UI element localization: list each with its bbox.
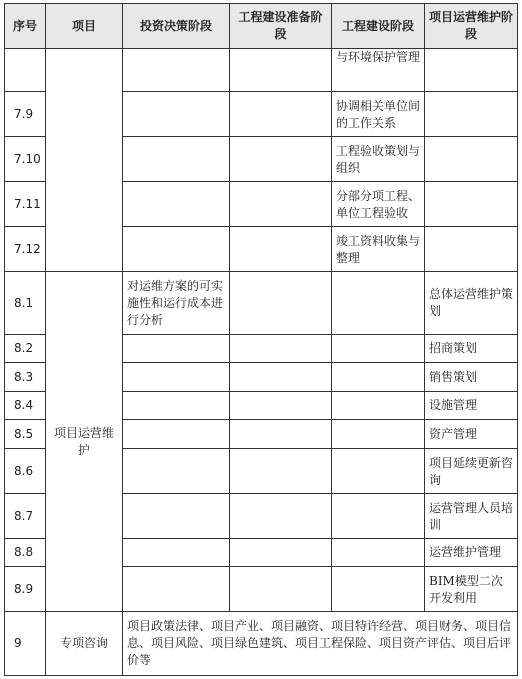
- build-cell: [332, 392, 425, 420]
- header-project: 项目: [46, 4, 123, 49]
- build-cell: [332, 539, 425, 567]
- ops-cell: 设施管理: [425, 392, 518, 420]
- build-cell: [332, 494, 425, 539]
- prep-cell: [230, 92, 332, 137]
- invest-cell: [123, 182, 230, 227]
- ops-cell: [425, 137, 518, 182]
- seq-cell: 8.2: [5, 335, 46, 363]
- ops-cell: 项目延续更新咨询: [425, 449, 518, 494]
- ops-cell: [425, 49, 518, 92]
- project-cell-special: 专项咨询: [46, 612, 123, 676]
- seq-cell: 8.4: [5, 392, 46, 420]
- invest-cell: [123, 392, 230, 420]
- seq-cell: [5, 49, 46, 92]
- invest-cell: [123, 420, 230, 449]
- seq-cell: 8.9: [5, 567, 46, 612]
- project-cell: [46, 49, 123, 272]
- invest-cell: 对运维方案的可实施性和运行成本进行分析: [123, 272, 230, 335]
- header-seq: 序号: [5, 4, 46, 49]
- table-header-row: [5, 4, 518, 49]
- invest-cell: [123, 539, 230, 567]
- ops-cell: 销售策划: [425, 363, 518, 392]
- invest-cell: [123, 137, 230, 182]
- header-prep: 工程建设准备阶段: [230, 4, 332, 49]
- project-cell-ops: 项目运营维护: [46, 272, 123, 612]
- prep-cell: [230, 567, 332, 612]
- ops-cell: 资产管理: [425, 420, 518, 449]
- special-consulting-content: 项目政策法律、项目产业、项目融资、项目特许经营、项目财务、项目信息、项目风险、项目绿色建筑、项目工程保险、项目资产评估、项目后评价等: [123, 612, 518, 676]
- seq-cell: 8.5: [5, 420, 46, 449]
- prep-cell: [230, 539, 332, 567]
- build-cell: 工程验收策划与组织: [332, 137, 425, 182]
- invest-cell: [123, 227, 230, 272]
- build-cell: [332, 272, 425, 335]
- consulting-stage-table: [4, 3, 518, 676]
- invest-cell: [123, 567, 230, 612]
- ops-cell: 运营管理人员培训: [425, 494, 518, 539]
- header-ops: 项目运营维护阶段: [425, 4, 518, 49]
- ops-cell: 运营维护管理: [425, 539, 518, 567]
- ops-cell: 招商策划: [425, 335, 518, 363]
- ops-cell: [425, 92, 518, 137]
- ops-cell: BIM模型二次开发利用: [425, 567, 518, 612]
- header-build: 工程建设阶段: [332, 4, 425, 49]
- build-cell: 协调相关单位间的工作关系: [332, 92, 425, 137]
- prep-cell: [230, 335, 332, 363]
- ops-cell: 总体运营维护策划: [425, 272, 518, 335]
- seq-cell: 8.8: [5, 539, 46, 567]
- build-cell: 与环境保护管理: [332, 49, 425, 92]
- seq-cell: 8.7: [5, 494, 46, 539]
- prep-cell: [230, 227, 332, 272]
- invest-cell: [123, 494, 230, 539]
- table-row: [5, 272, 518, 335]
- prep-cell: [230, 137, 332, 182]
- header-invest: 投资决策阶段: [123, 4, 230, 49]
- build-cell: 竣工资料收集与整理: [332, 227, 425, 272]
- build-cell: [332, 449, 425, 494]
- build-cell: 分部分项工程、单位工程验收: [332, 182, 425, 227]
- invest-cell: [123, 449, 230, 494]
- ops-cell: [425, 227, 518, 272]
- prep-cell: [230, 272, 332, 335]
- prep-cell: [230, 363, 332, 392]
- prep-cell: [230, 449, 332, 494]
- invest-cell: [123, 49, 230, 92]
- seq-cell: 9: [5, 612, 46, 676]
- seq-cell: 7.9: [5, 92, 46, 137]
- invest-cell: [123, 335, 230, 363]
- build-cell: [332, 567, 425, 612]
- seq-cell: 7.10: [5, 137, 46, 182]
- table-row: [5, 612, 518, 676]
- seq-cell: 8.3: [5, 363, 46, 392]
- build-cell: [332, 420, 425, 449]
- prep-cell: [230, 182, 332, 227]
- seq-cell: 7.12: [5, 227, 46, 272]
- prep-cell: [230, 494, 332, 539]
- build-cell: [332, 363, 425, 392]
- seq-cell: 8.6: [5, 449, 46, 494]
- build-cell: [332, 335, 425, 363]
- ops-cell: [425, 182, 518, 227]
- seq-cell: 7.11: [5, 182, 46, 227]
- prep-cell: [230, 420, 332, 449]
- prep-cell: [230, 49, 332, 92]
- prep-cell: [230, 392, 332, 420]
- seq-cell: 8.1: [5, 272, 46, 335]
- invest-cell: [123, 363, 230, 392]
- invest-cell: [123, 92, 230, 137]
- table-row: [5, 49, 518, 92]
